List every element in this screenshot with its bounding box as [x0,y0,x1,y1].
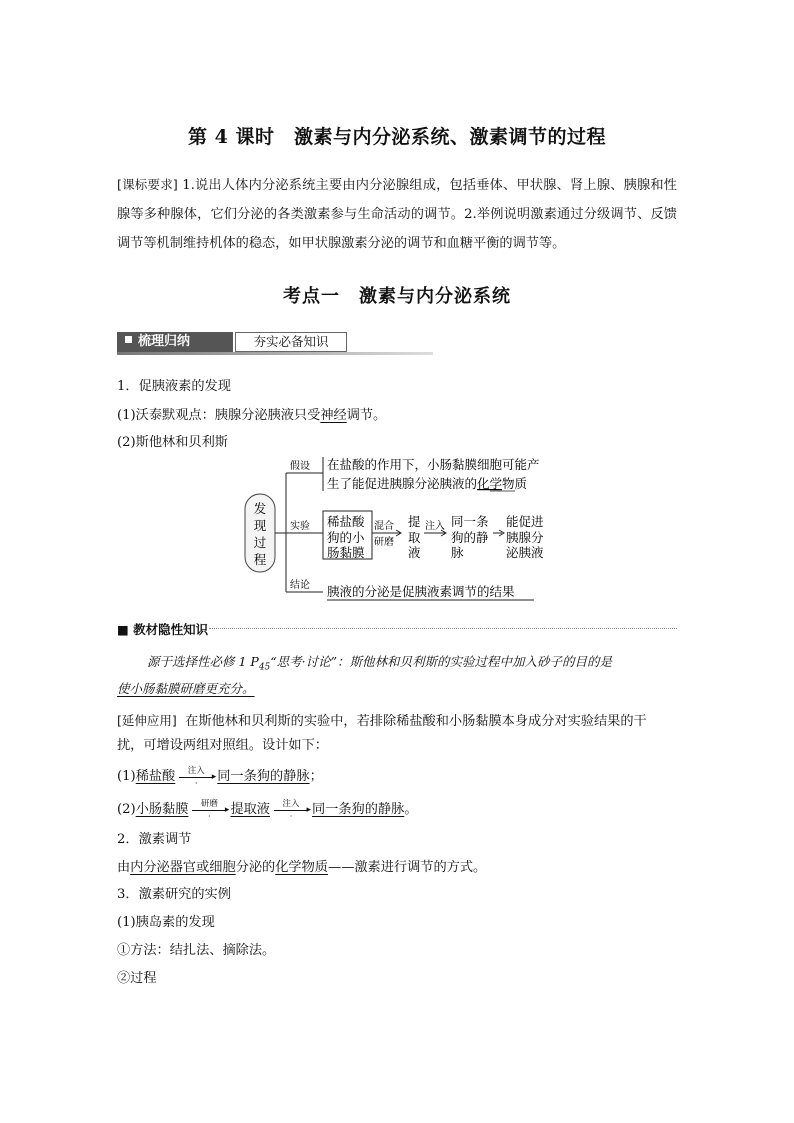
exp-vein-2: 狗的静 [451,530,489,545]
hidden-line-2: 使小肠黏膜研磨更充分。 [117,681,255,696]
s2-prefix: 由 [117,860,131,875]
c1-num: (1) [117,769,136,784]
root-char-4: 程 [253,552,267,567]
hyp-line2: 生了能促进胰腺分泌胰液的化学物质 [327,476,528,491]
banner-dark [117,332,233,352]
exp-extract-2: 取 [408,530,421,545]
s3-heading: 3．激素研究的实例 [117,887,231,902]
extension-line-2: 扰，可增设两组对照组。设计如下： [117,738,328,753]
s2-answer-2: 化学物质 [275,860,328,875]
hidden-line1-b: “思考·讨论”：斯他林和贝利斯的实验过程中加入砂子的目的是 [270,654,613,669]
exp-box1-l2: 狗的小 [327,530,365,545]
c1-arrow-label: 注入 [187,765,205,776]
hidden-line1-a: 源于选择性必修 1 P [147,654,259,669]
root-char-2: 现 [253,518,267,533]
c2-a: 小肠黏膜 [135,802,189,817]
root-char-1: 发 [253,501,267,516]
exp-inject: 注入 [425,521,445,532]
exp-vein-1: 同一条 [451,514,489,529]
requirements-text: 1.说出人体内分泌系统主要由内分泌腺组成，包括垂体、甲状腺、肾上腺、胰腺和性腺等多种腺体，它们分泌的各类激素参与生命活动的调节。2.举例说明激素通过分级调节、反馈调节等机制维持机体的稳态，如甲状腺激素分泌的调节和血糖平衡的调节等。 [117,178,677,251]
s1-heading: 1．促胰液素的发现 [117,379,231,394]
c1-b: 同一条狗的静脉 [217,769,310,784]
banner-dark-label: 梳理归纳 [138,334,191,349]
s2-heading: 2．激素调节 [117,832,192,847]
extension-line1-text: 在斯他林和贝利斯的实验中，若排除稀盐酸和小肠黏膜本身成分对实验结果的干 [185,714,647,729]
s1-p1 [117,404,386,423]
section-title: 考点一 激素与内分泌系统 [283,286,511,307]
control-1 [117,765,323,788]
branch-conclusion: 结论 [290,580,310,591]
exp-grind: 研磨 [374,537,394,548]
s1-p1-prefix: (1)沃泰默观点：胰腺分泌胰液只受 [117,408,321,423]
c1-a: 稀盐酸 [135,769,176,784]
hidden-line-1 [147,652,677,673]
extension-line-1 [117,706,677,735]
banner-light-label: 夯实必备知识 [235,332,347,352]
s1-p1-answer: 神经 [320,408,347,423]
c2-num: (2) [117,802,136,817]
exp-result-2: 胰腺分 [506,530,544,545]
s3-p2: ①方法：结扎法、摘除法。 [117,943,276,958]
hidden-knowledge-header [117,620,677,636]
c2-arrow-2: 注入 ▸ · [274,803,308,817]
c2-b: 提取液 [230,802,270,817]
lesson-title: 第 4 课时 激素与内分泌系统、激素调节的过程 [188,126,606,148]
c2-end: 。 [404,802,418,817]
s1-p1-suffix: 调节。 [346,408,387,423]
c2-arrow1-label: 研磨 [200,798,218,809]
exp-result-3: 泌胰液 [506,545,544,560]
hyp-line1: 在盐酸的作用下，小肠黏膜细胞可能产 [327,457,540,472]
banner-underline [117,352,433,355]
s1-p2: (2)斯他林和贝利斯 [117,435,228,450]
s2-text [117,856,486,875]
s2-answer-1: 内分泌器官或细胞 [130,860,236,875]
requirements-tag: [课标要求] [117,177,178,192]
c2-arrow-1: 研磨 ▸ · [192,803,226,817]
exp-box1-l3: 肠黏膜 [327,545,365,560]
square-icon [125,336,132,343]
c1-arrow: 注入 ▸ · [179,770,213,784]
hidden-divider [209,628,677,629]
s2-mid: 分泌的 [235,860,276,875]
extension-tag: [延伸应用] [117,713,177,728]
conclusion-text: 胰液的分泌是促胰液素调节的结果 [327,584,515,599]
exp-mix: 混合 [374,521,394,532]
c1-end: ； [309,769,323,784]
c2-arrow2-label: 注入 [282,798,300,809]
hidden-knowledge-label: ■ 教材隐性知识 [117,622,209,637]
s3-p1: (1)胰岛素的发现 [117,915,215,930]
exp-box1-l1: 稀盐酸 [327,514,365,529]
exp-result-1: 能促进 [506,514,544,529]
branch-hypothesis: 假设 [290,461,310,472]
discovery-diagram [238,452,558,604]
hidden-line1-sub: 45 [258,662,271,673]
exp-vein-3: 脉 [451,545,464,560]
curriculum-requirements [117,170,677,258]
c2-c: 同一条狗的静脉 [312,802,405,817]
s2-suffix: ——激素进行调节的方式。 [328,860,487,875]
root-char-3: 过 [253,535,267,550]
section-banner [117,332,433,354]
exp-extract-1: 提 [408,514,421,529]
exp-extract-3: 液 [408,545,421,560]
branch-experiment: 实验 [290,521,310,532]
hidden-label-text: 教材隐性知识 [133,622,209,637]
control-2 [117,798,418,821]
s3-p3: ②过程 [117,971,157,986]
